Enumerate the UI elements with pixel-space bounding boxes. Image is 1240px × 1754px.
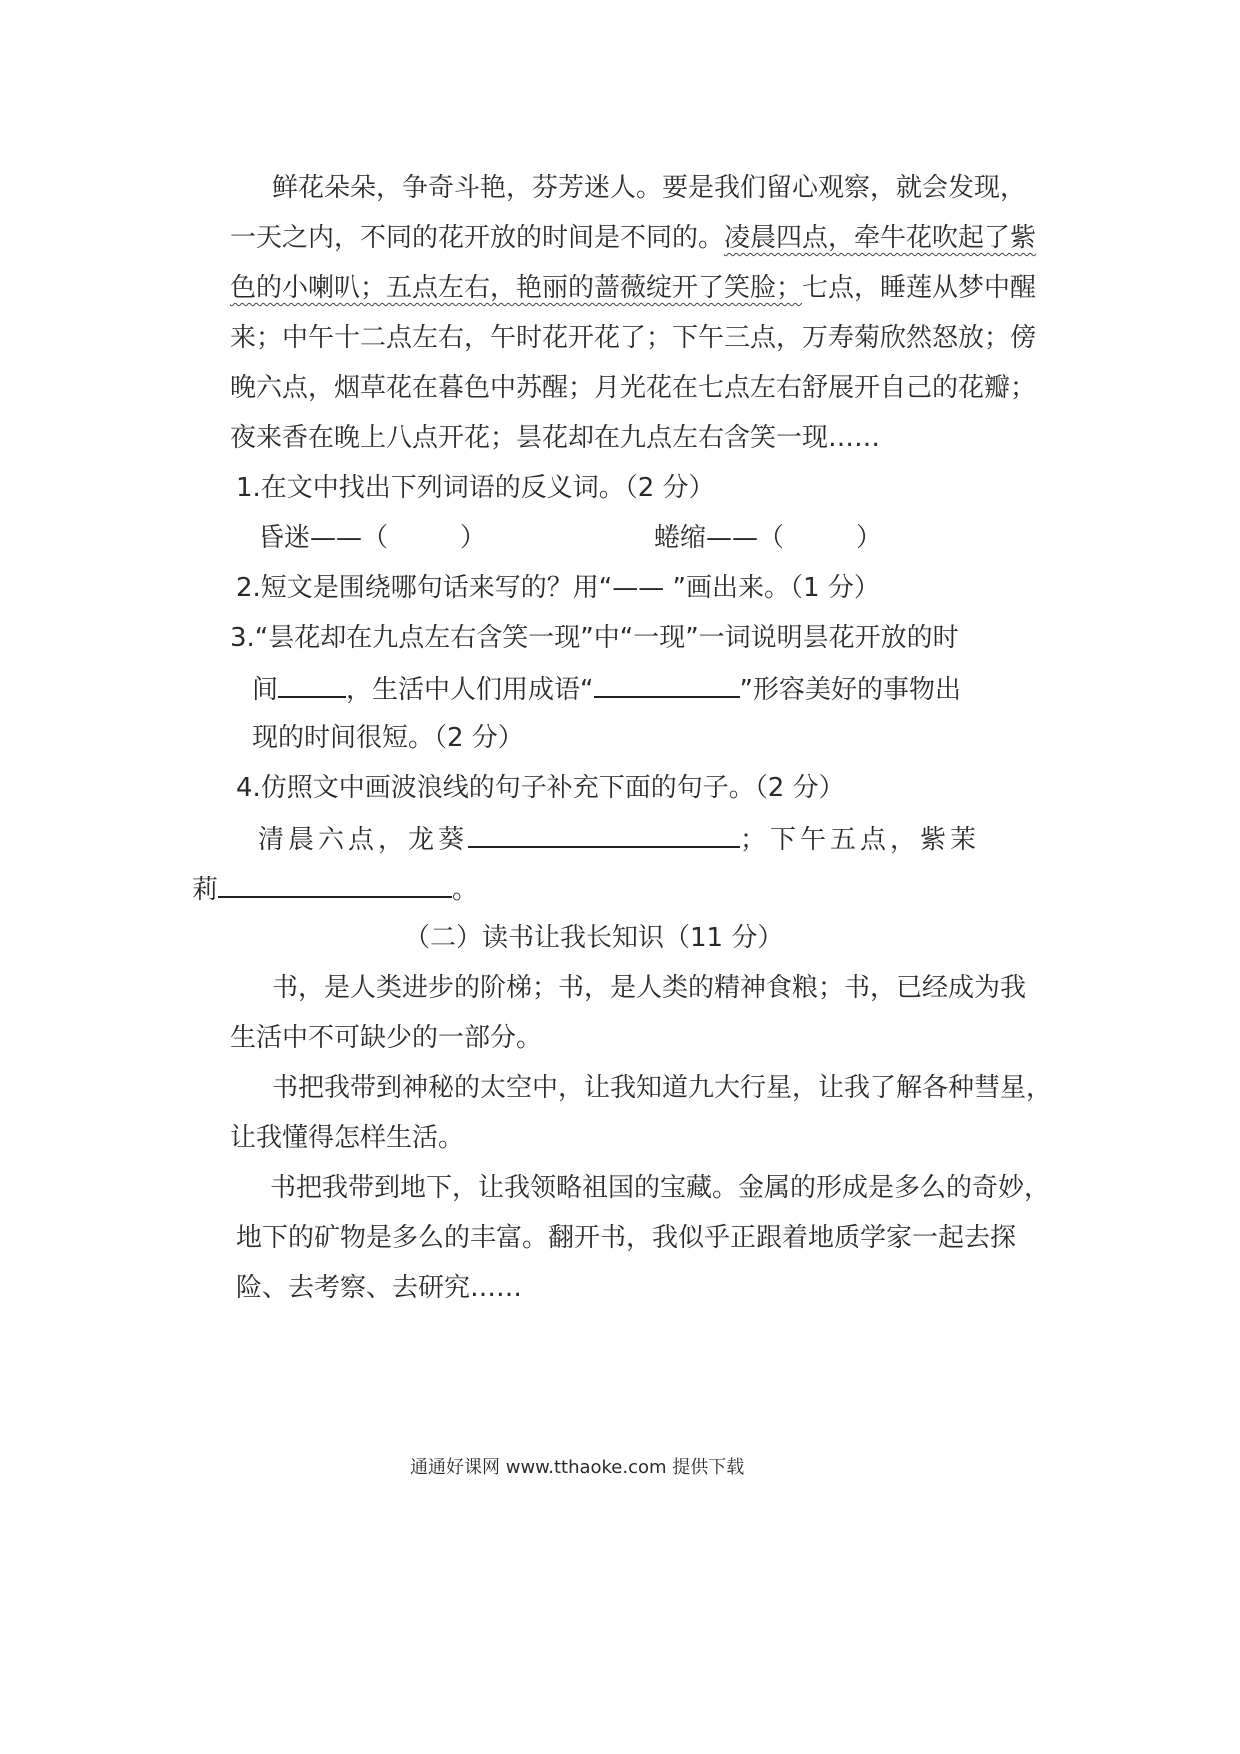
question-3-line2 (252, 668, 961, 710)
section-2-p3-line2: 地下的矿物是多么的丰富。翻开书，我似乎正跟着地质学家一起去探 (236, 1223, 1017, 1253)
q4-text-b: ；下午五点，紫茉 (740, 825, 981, 855)
q1-word-2-close: ） (856, 523, 883, 553)
section-2-p2-line1: 书把我带到神秘的太空中，让我知道九大行星，让我了解各种彗星， (272, 1073, 1053, 1103)
question-2: 2.短文是围绕哪句话来写的？用“—— ”画出来。（1 分） (236, 573, 880, 603)
question-3-line1: 3.“昙花却在九点左右含笑一现”中“一现”一词说明昙花开放的时 (230, 623, 959, 653)
q4-blank-2[interactable] (218, 868, 452, 898)
section-2-p3-line1: 书把我带到地下，让我领略祖国的宝藏。金属的形成是多么的奇妙， (270, 1173, 1051, 1203)
section-2-title: （二）读书让我长知识（11 分） (404, 923, 784, 953)
q3-blank-idiom[interactable] (594, 668, 740, 698)
q3-blank-1[interactable] (278, 668, 346, 698)
passage1-line2-wavy: 凌晨四点，牵牛花吹起了紫 (724, 223, 1037, 253)
q3-text-b: ，生活中人们用成语“ (346, 675, 594, 705)
passage1-line5: 晚六点，烟草花在暮色中苏醒；月光花在七点左右舒展开自己的花瓣； (230, 373, 1037, 403)
question-4-line3 (192, 868, 478, 910)
q4-blank-1[interactable] (468, 818, 740, 848)
q1-word-2-label: 蜷缩——（ (654, 523, 785, 553)
passage1-line3 (230, 268, 1036, 308)
q1-word-1-label: 昏迷——（ (258, 523, 389, 553)
passage1-line2 (230, 218, 1036, 258)
passage1-line4: 来；中午十二点左右，午时花开花了；下午三点，万寿菊欣然怒放；傍 (230, 323, 1037, 353)
section-2-p1-line2: 生活中不可缺少的一部分。 (230, 1023, 543, 1053)
q1-word-1 (258, 518, 486, 558)
passage1-line3-plain: 七点，睡莲从梦中醒 (802, 273, 1037, 303)
footer-credit: 通通好课网 www.tthaoke.com 提供下载 (410, 1457, 745, 1478)
q3-text-a: 间 (252, 675, 279, 705)
passage1-line6: 夜来香在晚上八点开花；昙花却在九点左右含笑一现…… (230, 423, 881, 453)
passage1-line1: 鲜花朵朵，争奇斗艳，芬芳迷人。要是我们留心观察，就会发现， (272, 173, 1027, 203)
q3-text-c: ”形容美好的事物出 (739, 675, 961, 705)
q1-word-1-close: ） (460, 523, 487, 553)
section-2-p1-line1: 书，是人类进步的阶梯；书，是人类的精神食粮；书，已经成为我 (272, 973, 1027, 1003)
question-1: 1.在文中找出下列词语的反义词。（2 分） (236, 473, 715, 503)
passage1-line3-wavy: 色的小喇叭；五点左右，艳丽的蔷薇绽开了笑脸； (230, 273, 803, 303)
q1-word-2 (654, 518, 882, 558)
q4-text-a: 清晨六点，龙葵 (258, 825, 469, 855)
section-2-p2-line2: 让我懂得怎样生活。 (230, 1123, 465, 1153)
section-2-p3-line3: 险、去考察、去研究…… (236, 1273, 523, 1303)
question-3-line3: 现的时间很短。（2 分） (252, 723, 524, 753)
passage1-line2-plain: 一天之内，不同的花开放的时间是不同的。 (230, 223, 725, 253)
question-4: 4.仿照文中画波浪线的句子补充下面的句子。（2 分） (236, 773, 845, 803)
q4-text-d: 。 (452, 875, 479, 905)
q4-text-c: 莉 (192, 875, 219, 905)
question-4-line2 (258, 818, 980, 860)
